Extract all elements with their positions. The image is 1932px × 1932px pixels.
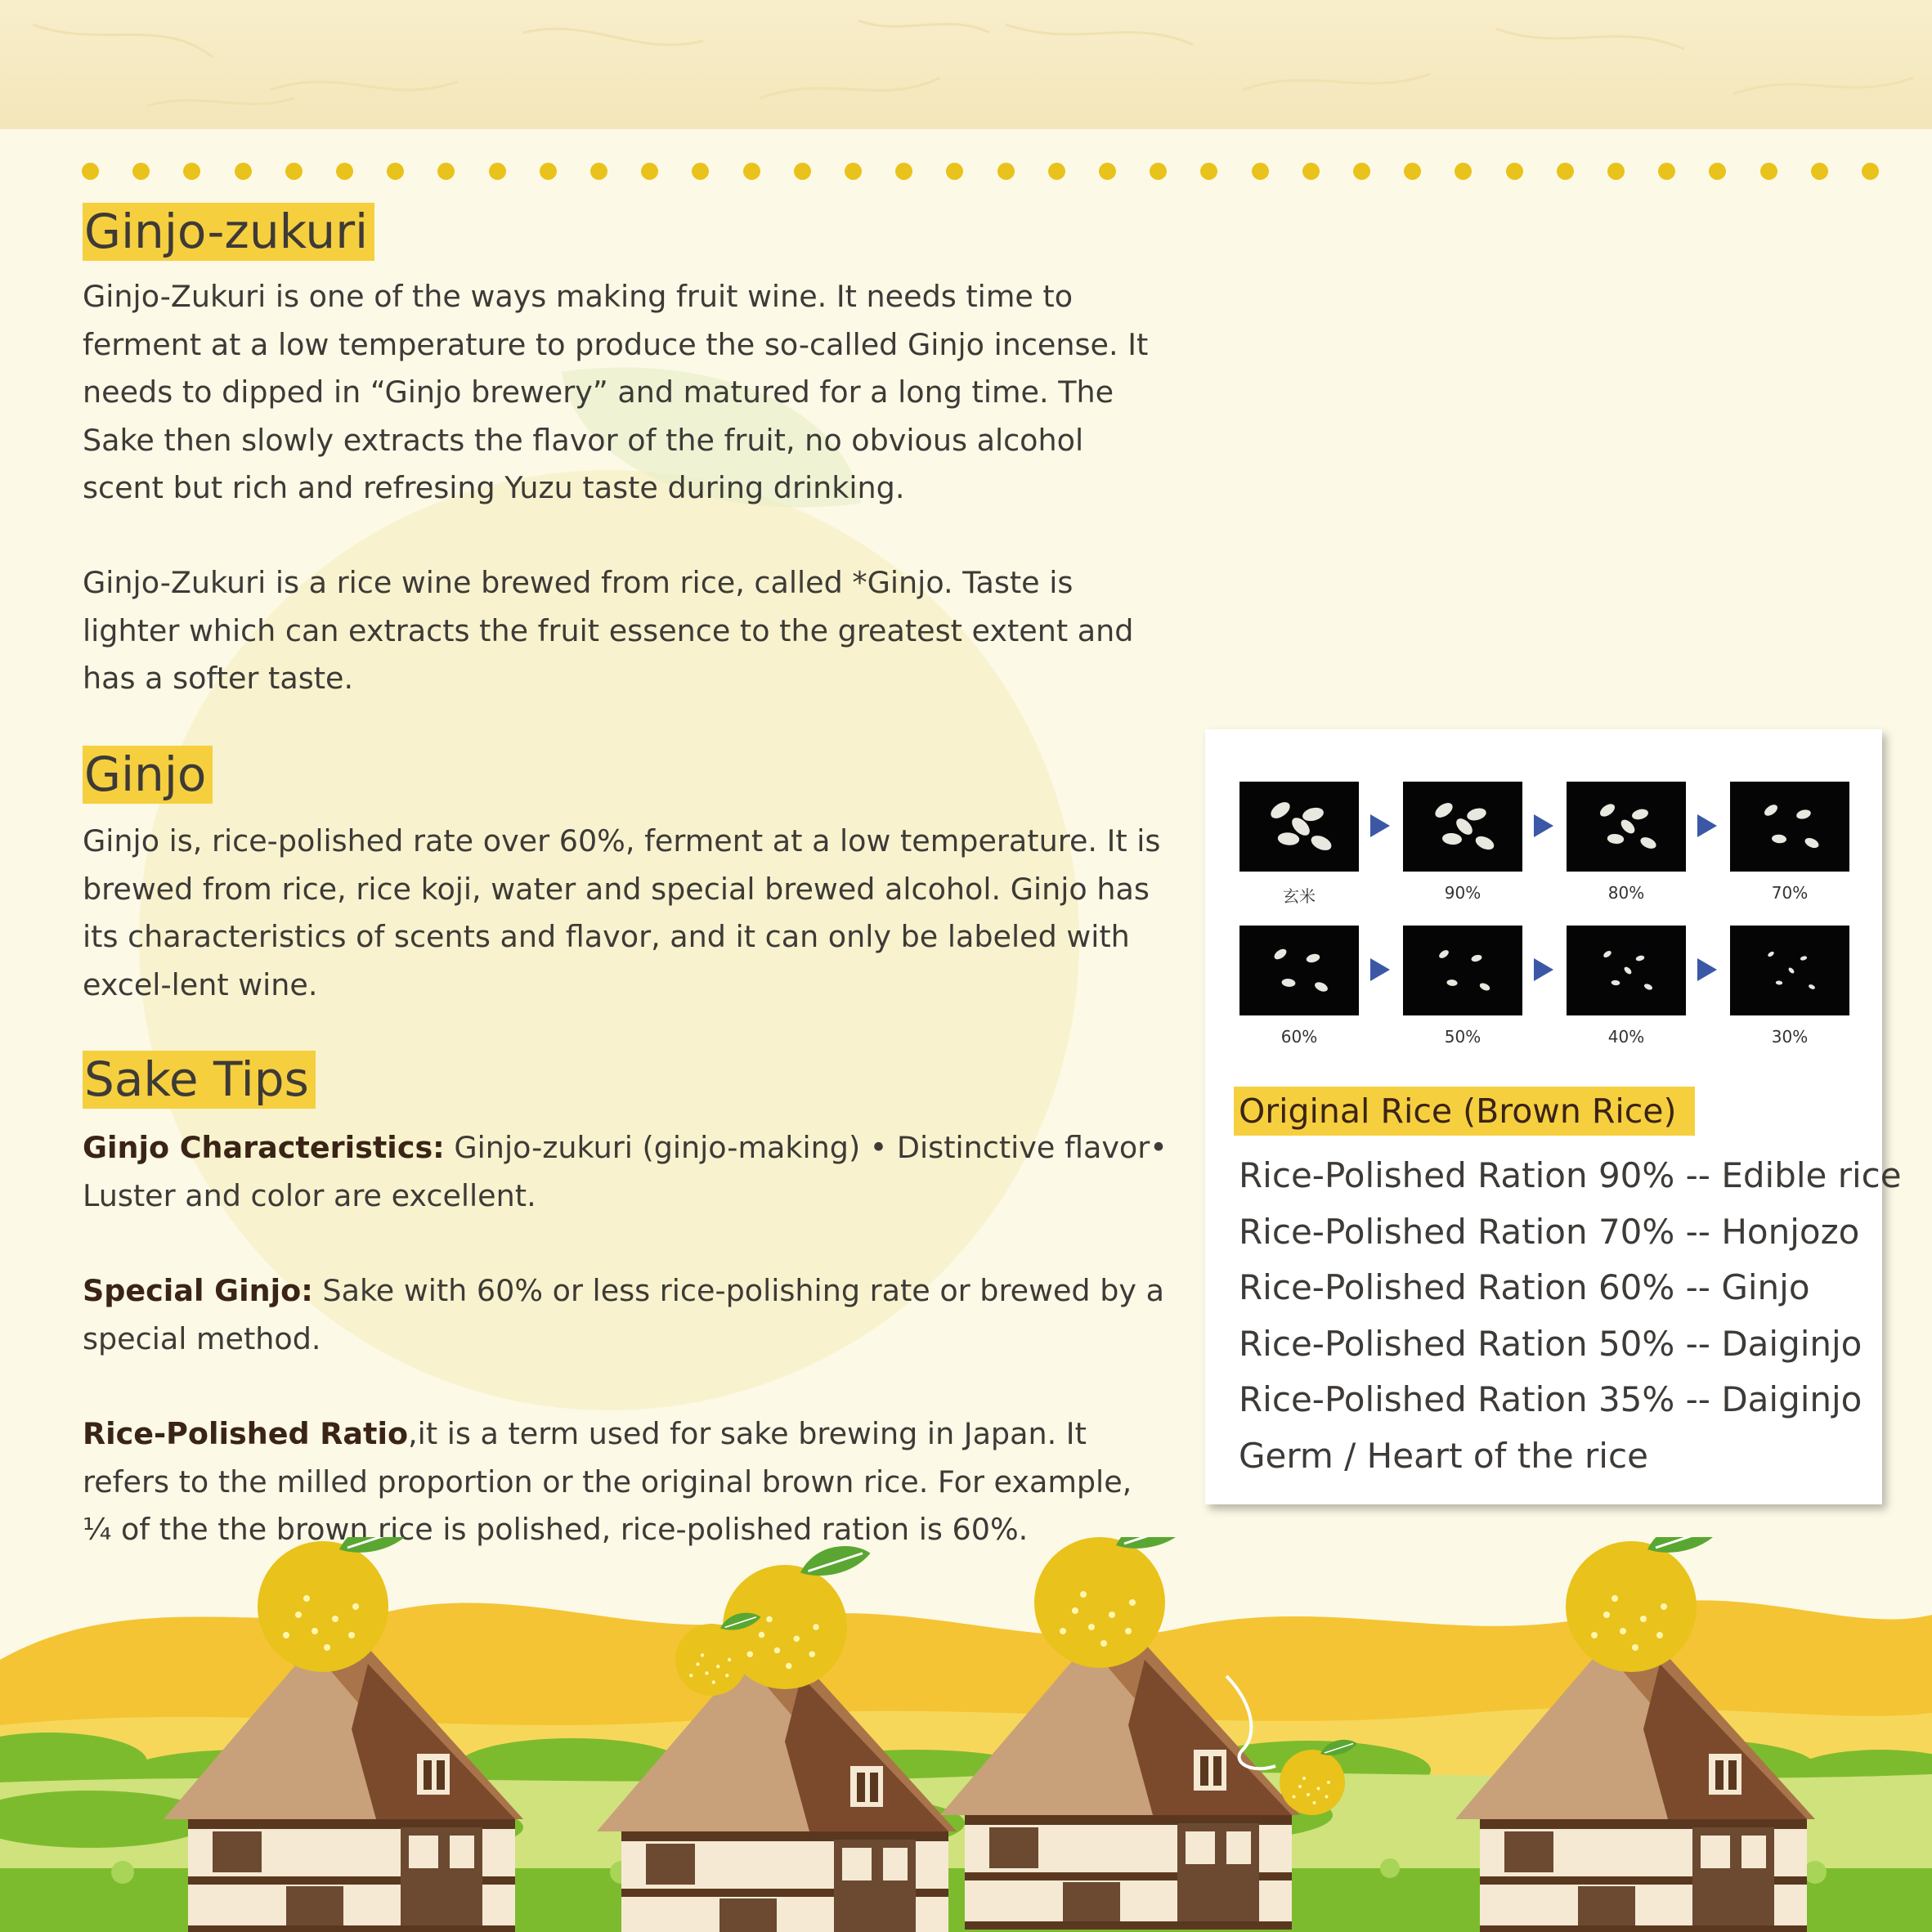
divider-dot bbox=[336, 163, 353, 180]
tip-ginjo-characteristics bbox=[83, 1124, 1170, 1220]
section-title-sake-tips: Sake Tips bbox=[83, 1051, 316, 1109]
divider-dot bbox=[1252, 163, 1269, 180]
ginjo-paragraph: Ginjo is, rice-polished rate over 60%, ferment at a low temperature. It is brewed from rice, rice koji, water and special brewed alcohol. Ginjo has its characteristics of scents and flavor, and it can only be labeled with excel-lent wine. bbox=[83, 823, 1161, 1002]
list-item: Rice-Polished Ration 60% -- Ginjo bbox=[1239, 1267, 1810, 1307]
divider-dot bbox=[895, 163, 912, 180]
rice-caption: 80% bbox=[1607, 883, 1645, 903]
divider-dot bbox=[1404, 163, 1421, 180]
play-arrow-icon bbox=[1697, 814, 1717, 837]
ginjo-zukuri-paragraph-1: Ginjo-Zukuri is one of the ways making fruit wine. It needs time to ferment at a low temperature to produce the so-called Ginjo incense. It needs to dipped in “Ginjo brewery” and matured for a long time. The Sake then slowly extracts the flavor of the fruit, no obvious alcohol scent but rich and refresing Yuzu taste during drinking. bbox=[83, 279, 1149, 505]
divider-dot bbox=[794, 163, 811, 180]
tip-term: Rice-Polished Ratio bbox=[83, 1416, 409, 1451]
divider-dot bbox=[540, 163, 557, 180]
list-item: Germ / Heart of the rice bbox=[1239, 1435, 1648, 1476]
divider-dot bbox=[845, 163, 862, 180]
rice-caption: 玄米 bbox=[1283, 886, 1316, 906]
divider-dot bbox=[1811, 163, 1828, 180]
rice-grain-image bbox=[1567, 926, 1686, 1015]
list-item: Rice-Polished Ration 70% -- Honjozo bbox=[1239, 1211, 1860, 1252]
divider-dot bbox=[387, 163, 404, 180]
divider-dot bbox=[997, 163, 1015, 180]
rice-caption: 90% bbox=[1444, 883, 1481, 903]
tip-term: Special Ginjo: bbox=[83, 1273, 313, 1308]
divider-dot bbox=[235, 163, 252, 180]
tip-term: Ginjo Characteristics: bbox=[83, 1130, 445, 1165]
tip-rice-polished-ratio bbox=[83, 1410, 1170, 1554]
divider-dot bbox=[1048, 163, 1065, 180]
rice-caption: 30% bbox=[1771, 1027, 1809, 1047]
rice-polishing-panel bbox=[1205, 729, 1902, 1504]
tip-text: ,it is a term used for sake brewing in Japan. It refers to the milled proportion or the original brown rice. For example, ¼ of the the brown rice is polished, rice-polished ration is 60%. bbox=[83, 1416, 1132, 1547]
rice-grain-image bbox=[1239, 926, 1359, 1015]
list-item: Rice-Polished Ration 90% -- Edible rice bbox=[1239, 1155, 1902, 1195]
list-item: Rice-Polished Ration 50% -- Daiginjo bbox=[1239, 1323, 1863, 1364]
divider-dot bbox=[132, 163, 150, 180]
divider-dot bbox=[285, 163, 303, 180]
top-paper-band bbox=[0, 0, 1932, 129]
rice-caption: 50% bbox=[1444, 1027, 1481, 1047]
divider-dot bbox=[1607, 163, 1625, 180]
panel-heading: Original Rice (Brown Rice) bbox=[1234, 1087, 1695, 1136]
play-arrow-icon bbox=[1370, 814, 1390, 837]
section-title-ginjo: Ginjo bbox=[83, 746, 213, 804]
divider-dot bbox=[1353, 163, 1370, 180]
rice-grain-image bbox=[1730, 782, 1849, 872]
divider-dot bbox=[1099, 163, 1116, 180]
tip-special-ginjo bbox=[83, 1267, 1170, 1363]
divider-dot bbox=[590, 163, 607, 180]
ginjo-zukuri-paragraph-2: Ginjo-Zukuri is a rice wine brewed from rice, called *Ginjo. Taste is lighter which can extracts the fruit essence to the greatest extent and has a softer taste. bbox=[83, 565, 1134, 696]
play-arrow-icon bbox=[1534, 958, 1553, 981]
tip-text: Ginjo-zukuri (ginjo-making) • Distinctive flavor• Luster and color are excellent. bbox=[83, 1130, 1168, 1213]
play-arrow-icon bbox=[1697, 958, 1717, 981]
divider-dot bbox=[1862, 163, 1879, 180]
rice-grain-image bbox=[1403, 926, 1522, 1015]
rice-grain-image bbox=[1239, 782, 1359, 872]
rice-grain-image bbox=[1403, 782, 1522, 872]
play-arrow-icon bbox=[1370, 958, 1390, 981]
tip-text: Sake with 60% or less rice-polishing rate or brewed by a special method. bbox=[83, 1273, 1164, 1356]
rice-caption: 70% bbox=[1771, 883, 1809, 903]
play-arrow-icon bbox=[1534, 814, 1553, 837]
divider-dot bbox=[489, 163, 506, 180]
divider-dot bbox=[1150, 163, 1167, 180]
village-illustration bbox=[0, 1537, 1932, 1932]
divider-dot bbox=[692, 163, 709, 180]
section-title-ginjo-zukuri: Ginjo-zukuri bbox=[83, 203, 374, 261]
list-item: Rice-Polished Ration 35% -- Daiginjo bbox=[1239, 1379, 1863, 1419]
divider-dot bbox=[1302, 163, 1320, 180]
divider-dot bbox=[1557, 163, 1574, 180]
divider-dot bbox=[437, 163, 455, 180]
rice-caption: 40% bbox=[1607, 1027, 1645, 1047]
divider-dot bbox=[1200, 163, 1217, 180]
polish-ratio-list bbox=[1239, 1148, 1902, 1484]
rice-grain-image bbox=[1567, 782, 1686, 872]
dotted-divider bbox=[82, 163, 1864, 186]
divider-dot bbox=[183, 163, 200, 180]
divider-dot bbox=[1455, 163, 1472, 180]
divider-dot bbox=[1658, 163, 1675, 180]
rice-caption: 60% bbox=[1280, 1027, 1318, 1047]
divider-dot bbox=[1709, 163, 1726, 180]
divider-dot bbox=[743, 163, 760, 180]
divider-dot bbox=[1506, 163, 1523, 180]
divider-dot bbox=[1760, 163, 1777, 180]
divider-dot bbox=[946, 163, 963, 180]
divider-dot bbox=[82, 163, 99, 180]
divider-dot bbox=[641, 163, 658, 180]
rice-grain-image bbox=[1730, 926, 1849, 1015]
